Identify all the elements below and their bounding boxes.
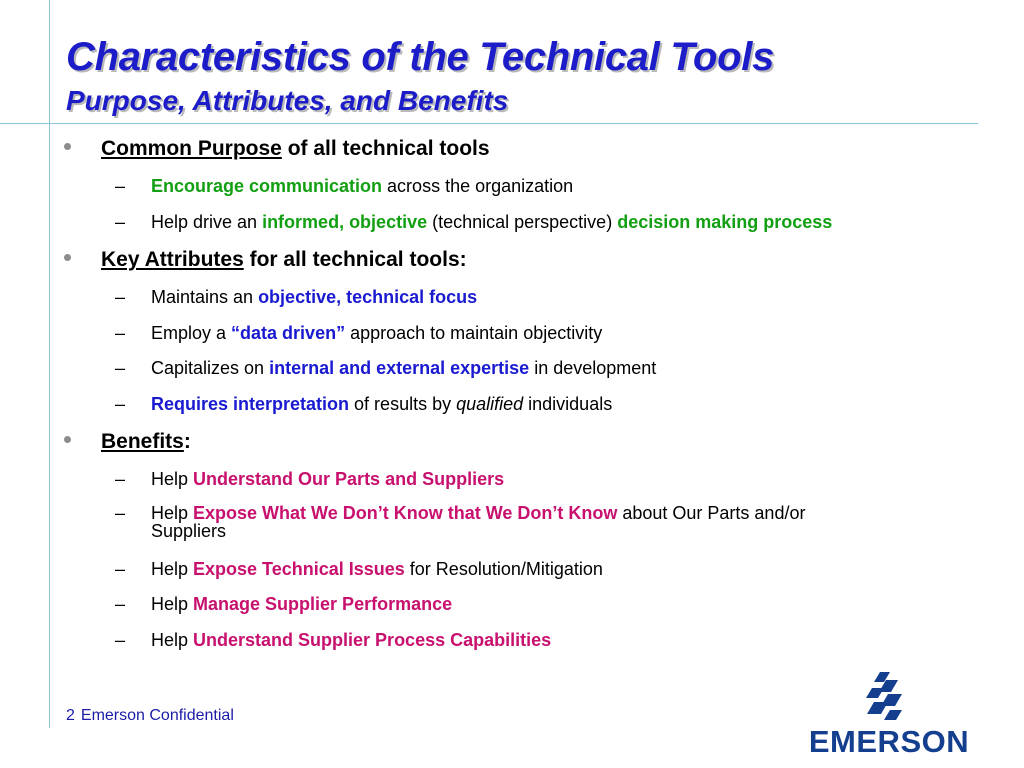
body-text: Help [151,594,194,614]
body-text: Help [151,630,194,650]
bullet-dot-icon [64,254,71,261]
body-text: Help [151,469,194,489]
sub-bullet [115,357,657,379]
sub-bullet [115,468,505,490]
sub-bullet [115,558,603,580]
highlight-text: Requires interpretation [151,394,350,414]
sub-bullet [115,593,453,615]
footer [66,707,234,725]
highlight-text: decision making process [617,212,833,232]
slide-title: Characteristics of the Technical Tools [66,35,775,79]
body-text: for Resolution/Mitigation [404,559,603,579]
highlight-text: Expose What We Don’t Know that We Don’t Know [193,503,618,523]
body-text: Help [151,503,194,523]
dash-icon: – [115,469,126,489]
highlight-text: Understand Our Parts and Suppliers [193,469,505,489]
body-text: Help drive an [151,212,263,232]
sub-bullet [115,629,552,651]
section-heading: Common Purpose [101,137,282,160]
sub-bullet [115,322,603,344]
bullet-dot-icon [64,436,71,443]
body-text: individuals [523,394,613,414]
section-heading-rest: : [183,430,191,453]
dash-icon: – [115,503,126,523]
footer-text: Emerson Confidential [80,707,234,724]
dash-icon: – [115,176,126,196]
body-text: Maintains an [151,287,259,307]
sub-bullet [115,211,833,233]
emerson-logo-icon [858,670,918,726]
highlight-text: Expose Technical Issues [193,559,405,579]
section-heading: Key Attributes [101,248,244,271]
sub-bullet [115,175,574,197]
dash-icon: – [115,559,126,579]
highlight-text: Manage Supplier Performance [193,594,453,614]
slide-subtitle: Purpose, Attributes, and Benefits [66,85,509,116]
body-text: of results by [349,394,457,414]
sub-bullet [115,503,806,541]
emerson-wordmark: EMERSON [808,724,970,759]
dash-icon: – [115,287,126,307]
section-heading-rest: of all technical tools [281,137,490,160]
dash-icon: – [115,594,126,614]
section-heading: Benefits [101,430,184,453]
bullet-common-purpose [101,136,490,162]
body-text: Help [151,559,194,579]
dash-icon: – [115,358,126,378]
body-text: about Our Parts and/or [617,503,806,523]
dash-icon: – [115,630,126,650]
dash-icon: – [115,394,126,414]
sub-bullet [115,286,478,308]
highlight-text: informed, objective [262,212,428,232]
body-text: (technical perspective) [427,212,618,232]
highlight-text: Understand Supplier Process Capabilities [193,630,552,650]
bullet-key-attributes [101,247,467,273]
dash-icon: – [115,323,126,343]
italic-text: qualified [456,394,524,414]
body-text: across the organization [382,176,574,196]
highlight-text: “data driven” [231,323,346,343]
emerson-logo [796,670,986,759]
highlight-text: internal and external expertise [269,358,530,378]
body-text: Capitalizes on [151,358,270,378]
section-heading-rest: for all technical tools: [243,248,467,271]
bullet-benefits [101,429,191,455]
body-text: Employ a [151,323,232,343]
sub-bullet [115,393,613,415]
body-text: approach to maintain objectivity [345,323,603,343]
dash-icon: – [115,212,126,232]
body-text: in development [529,358,657,378]
highlight-text: Encourage communication [151,176,383,196]
body-text: Suppliers [151,521,227,541]
bullet-dot-icon [64,143,71,150]
highlight-text: objective, technical focus [258,287,478,307]
page-number: 2 [66,707,75,724]
